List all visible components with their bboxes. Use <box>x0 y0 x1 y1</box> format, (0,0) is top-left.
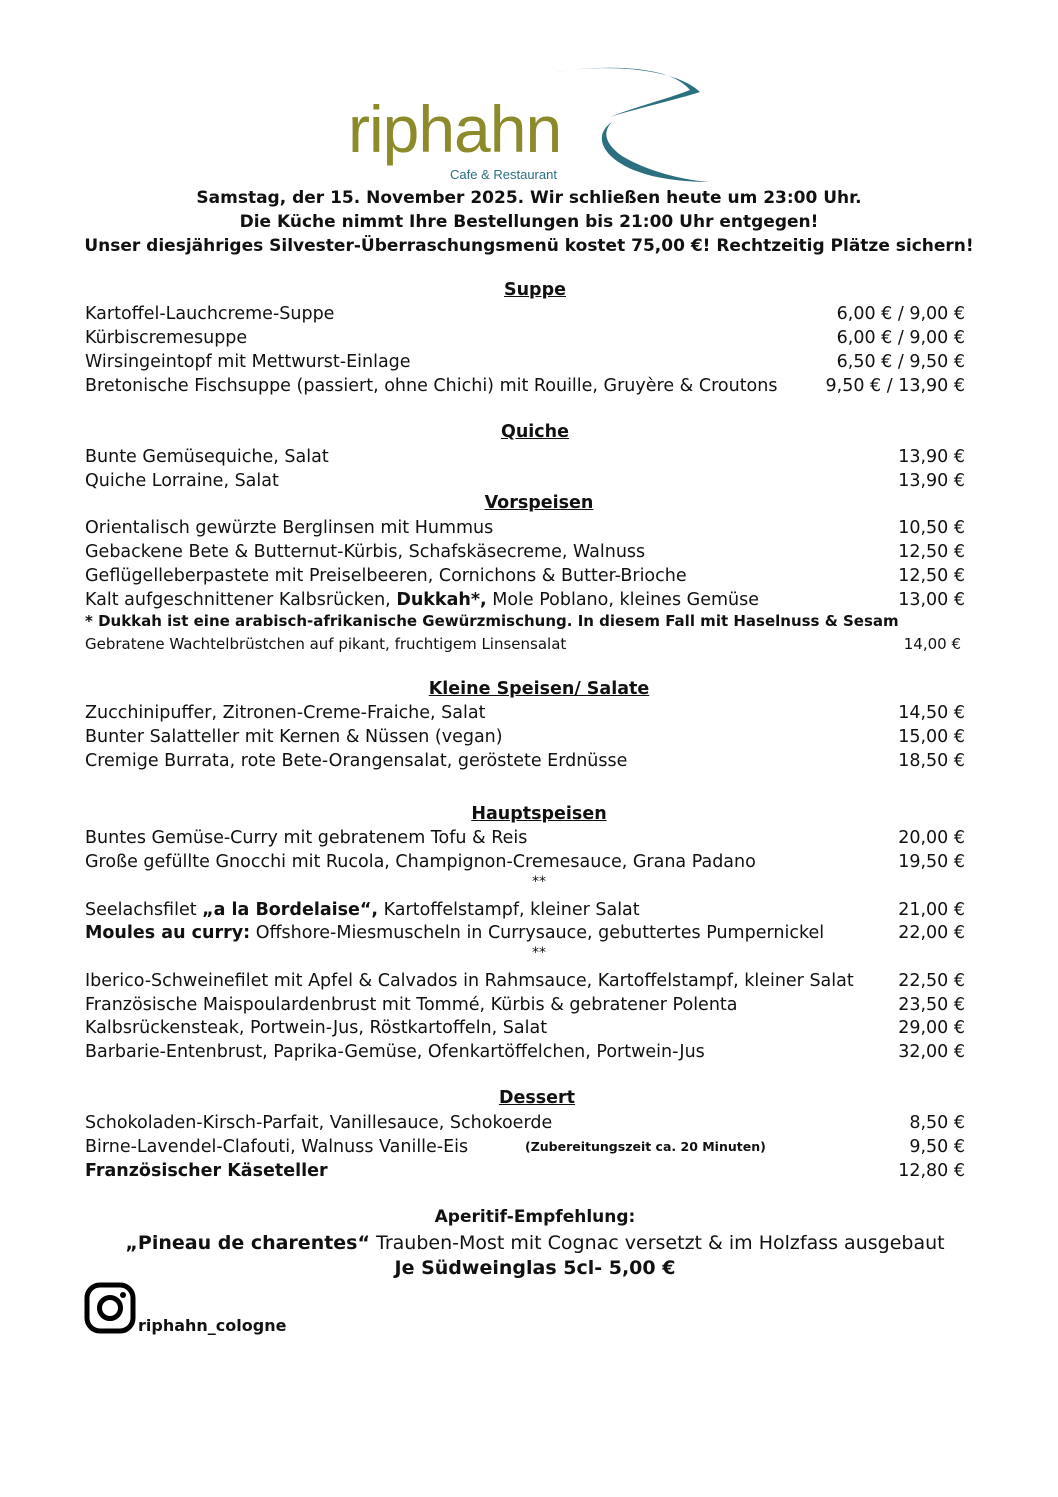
menu-item: Bretonische Fischsuppe (passiert, ohne Chichi) mit Rouille, Gruyère & Croutons 9,50 € / 13,90 € <box>85 376 965 396</box>
section-heading-quiche: Quiche <box>500 422 570 442</box>
instagram-handle[interactable]: riphahn_cologne <box>138 1316 287 1335</box>
aperitif-description: Trauben-Most mit Cognac versetzt & im Holzfass ausgebaut <box>369 1232 945 1254</box>
price: 19,50 € <box>898 852 965 872</box>
menu-item: Kalbsrückensteak, Portwein-Jus, Röstkartoffeln, Salat 29,00 € <box>85 1018 965 1038</box>
dukkah-highlight: Dukkah*, <box>396 590 487 610</box>
menu-item: Kürbiscremesuppe 6,00 € / 9,00 € <box>85 328 965 348</box>
section-heading-vorspeisen: Vorspeisen <box>484 493 594 513</box>
menu-item: Cremige Burrata, rote Bete-Orangensalat, geröstete Erdnüsse 18,50 € <box>85 751 965 771</box>
separator: ** <box>532 874 546 890</box>
price: 8,50 € <box>909 1113 965 1133</box>
price: 12,50 € <box>898 542 965 562</box>
menu-item: Seelachsfilet „a la Bordelaise“, Kartoffelstampf, kleiner Salat 21,00 € <box>85 900 965 920</box>
menu-item: Wirsingeintopf mit Mettwurst-Einlage 6,50 € / 9,50 € <box>85 352 965 372</box>
price: 6,50 € / 9,50 € <box>836 352 965 372</box>
menu-item: Iberico-Schweinefilet mit Apfel & Calvados in Rahmsauce, Kartoffelstampf, kleiner Salat 22,50 € <box>85 971 965 991</box>
separator: ** <box>532 945 546 961</box>
intro-kitchen-line: Die Küche nimmt Ihre Bestellungen bis 21:00 Uhr entgegen! <box>239 212 819 232</box>
price: 13,90 € <box>898 447 965 467</box>
price: 20,00 € <box>898 828 965 848</box>
menu-item: Zucchinipuffer, Zitronen-Creme-Fraiche, Salat 14,50 € <box>85 703 965 723</box>
price: 10,50 € <box>898 518 965 538</box>
price: 6,00 € / 9,00 € <box>836 304 965 324</box>
menu-item: Quiche Lorraine, Salat 13,90 € <box>85 471 965 491</box>
menu-item: Französischer Käseteller 12,80 € <box>85 1161 965 1181</box>
section-heading-dessert: Dessert <box>498 1088 576 1108</box>
price: 22,00 € <box>898 923 965 943</box>
price: 9,50 € / 13,90 € <box>825 376 965 396</box>
menu-item: Gebratene Wachtelbrüstchen auf pikant, fruchtigem Linsensalat 14,00 € <box>85 632 965 656</box>
price: 22,50 € <box>898 971 965 991</box>
logo-swoosh-icon <box>550 62 720 187</box>
intro-date-line: Samstag, der 15. November 2025. Wir schließen heute um 23:00 Uhr. <box>196 188 862 208</box>
price: 21,00 € <box>898 900 965 920</box>
dukkah-footnote: * Dukkah ist eine arabisch-afrikanische Gewürzmischung. In diesem Fall mit Haselnuss & Sesam <box>85 612 899 630</box>
menu-item: Kalt aufgeschnittener Kalbsrücken, Dukkah*, Mole Poblano, kleines Gemüse 13,00 € <box>85 590 965 610</box>
menu-item: Große gefüllte Gnocchi mit Rucola, Champignon-Cremesauce, Grana Padano 19,50 € <box>85 852 965 872</box>
section-heading-kleine-speisen: Kleine Speisen/ Salate <box>428 679 650 699</box>
menu-item: Bunter Salatteller mit Kernen & Nüssen (vegan) 15,00 € <box>85 727 965 747</box>
price: 15,00 € <box>898 727 965 747</box>
menu-item: Französische Maispoulardenbrust mit Tommé, Kürbis & gebratener Polenta 23,50 € <box>85 995 965 1015</box>
menu-item: Orientalisch gewürzte Berglinsen mit Hummus 10,50 € <box>85 518 965 538</box>
price: 12,80 € <box>898 1161 965 1181</box>
section-heading-hauptspeisen: Hauptspeisen <box>471 804 607 824</box>
aperitif-recommendation <box>0 1232 1058 1254</box>
price: 13,90 € <box>898 471 965 491</box>
instagram-icon <box>84 1282 136 1334</box>
menu-item: Moules au curry: Offshore-Miesmuscheln in Currysauce, gebuttertes Pumpernickel 22,00 € <box>85 923 965 943</box>
aperitif-price: Je Südweinglas 5cl- 5,00 € <box>394 1257 676 1279</box>
preparation-time-note: (Zubereitungszeit ca. 20 Minuten) <box>525 1139 766 1154</box>
price: 29,00 € <box>898 1018 965 1038</box>
price: 14,00 € <box>903 635 961 653</box>
intro <box>0 186 1058 258</box>
logo-wordmark: riphahn <box>348 92 562 166</box>
menu-item: Gebackene Bete & Butternut-Kürbis, Schafskäsecreme, Walnuss 12,50 € <box>85 542 965 562</box>
section-heading-suppe: Suppe <box>504 280 566 300</box>
price: 9,50 € <box>909 1137 965 1157</box>
menu-item: Kartoffel-Lauchcreme-Suppe 6,00 € / 9,00 € <box>85 304 965 324</box>
menu-item: Barbarie-Entenbrust, Paprika-Gemüse, Ofenkartöffelchen, Portwein-Jus 32,00 € <box>85 1042 965 1062</box>
price: 23,50 € <box>898 995 965 1015</box>
price: 13,00 € <box>898 590 965 610</box>
menu-item: Buntes Gemüse-Curry mit gebratenem Tofu & Reis 20,00 € <box>85 828 965 848</box>
menu-item: Birne-Lavendel-Clafouti, Walnuss Vanille-Eis (Zubereitungszeit ca. 20 Minuten) 9,50 € <box>85 1137 965 1157</box>
logo <box>340 62 720 187</box>
price: 12,50 € <box>898 566 965 586</box>
price: 18,50 € <box>898 751 965 771</box>
aperitif-title: Aperitif-Empfehlung: <box>434 1207 636 1227</box>
price: 14,50 € <box>898 703 965 723</box>
logo-subtitle: Cafe & Restaurant <box>450 167 557 182</box>
aperitif-drink: „Pineau de charentes“ <box>125 1232 370 1254</box>
intro-silvester-line: Unser diesjähriges Silvester-Überraschungsmenü kostet 75,00 €! Rechtzeitig Plätze sichern! <box>84 236 974 256</box>
price: 32,00 € <box>898 1042 965 1062</box>
price: 6,00 € / 9,00 € <box>836 328 965 348</box>
menu-item: Schokoladen-Kirsch-Parfait, Vanillesauce, Schokoerde 8,50 € <box>85 1113 965 1133</box>
menu-item: Geflügelleberpastete mit Preiselbeeren, Cornichons & Butter-Brioche 12,50 € <box>85 566 965 586</box>
menu-item: Bunte Gemüsequiche, Salat 13,90 € <box>85 447 965 467</box>
